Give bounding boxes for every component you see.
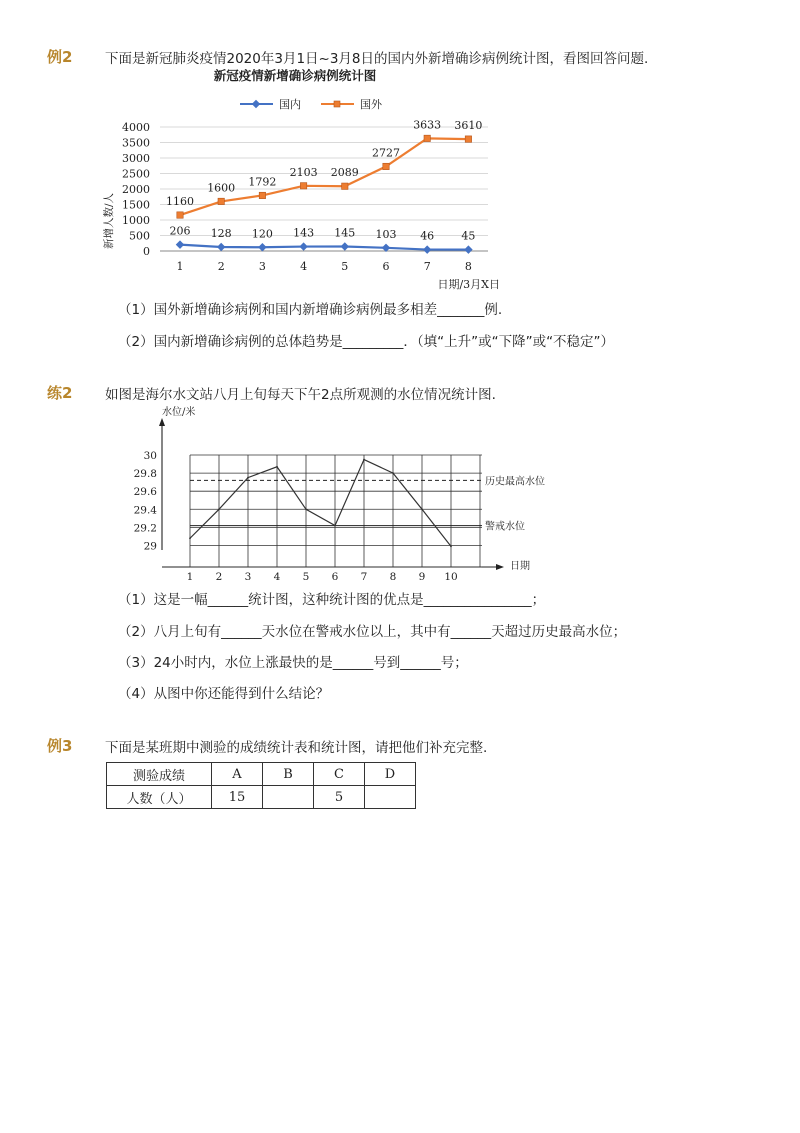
chart2-xtick-label: 5	[302, 571, 310, 583]
chart2-ytick-label: 30	[143, 450, 157, 462]
chart1-point-domestic	[341, 242, 349, 250]
score-table-count-a: 15	[212, 786, 263, 809]
chart1-data-label-foreign: 2727	[372, 146, 400, 160]
chart1-point-foreign	[177, 212, 183, 218]
score-table-grade-a: A	[212, 763, 263, 786]
chart1-data-label-domestic: 128	[210, 227, 232, 241]
chart2-point	[218, 508, 220, 510]
chart1-xtick-label: 3	[258, 260, 266, 273]
chart1-point-domestic	[423, 245, 431, 253]
chart1-data-label-foreign: 3610	[454, 119, 483, 133]
water-level-chart	[133, 402, 590, 584]
chart2-series-line	[190, 460, 451, 547]
chart1-ytick-label: 1000	[122, 214, 150, 227]
chart1-legend	[240, 97, 383, 111]
chart1-point-foreign	[300, 183, 306, 189]
chart1-data-label-foreign: 3633	[413, 118, 442, 132]
score-table-count-d	[365, 786, 416, 809]
chart1-data-label-foreign: 1792	[248, 175, 277, 189]
chart1-xtick-label: 1	[176, 260, 184, 273]
chart1-point-domestic	[258, 243, 266, 251]
chart2-xlabel: 日期	[510, 561, 530, 572]
chart2-xtick-label: 8	[389, 571, 397, 583]
score-table-count-row	[107, 786, 416, 809]
chart2-xtick-label: 2	[215, 571, 223, 583]
chart1-ytick-label: 4000	[122, 121, 150, 134]
chart1-xtick-label: 5	[341, 260, 349, 273]
chart2-xtick-label: 1	[186, 571, 194, 583]
chart1-ylabel: 新增人数/人	[103, 192, 115, 250]
chart1-xtick-label: 7	[423, 260, 431, 273]
chart1-point-foreign	[342, 183, 348, 189]
chart1-point-foreign	[465, 136, 471, 142]
chart1-xlabel: 日期/3月X日	[437, 278, 500, 291]
example3-label: 例3	[47, 737, 73, 755]
chart1-data-label-domestic: 206	[169, 224, 191, 238]
chart2-point	[334, 525, 336, 527]
chart2-ytick-label: 29.2	[133, 522, 157, 535]
chart1-title: 新冠疫情新增确诊病例统计图	[213, 68, 377, 83]
score-table-header-row	[107, 763, 416, 786]
chart2-ylabel: 水位/米	[162, 407, 196, 418]
chart2-x-axis-arrow	[496, 564, 504, 570]
practice2-question-2: （2）八月上旬有______天水位在警戒水位以上，其中有______天超过历史最高水位；	[118, 624, 627, 640]
score-table-row-label: 人数（人）	[107, 786, 212, 809]
chart2-ytick-label: 29	[143, 540, 157, 553]
chart1-data-label-domestic: 120	[251, 227, 273, 241]
chart1-xtick-label: 6	[382, 260, 390, 273]
chart1-ytick-label: 2000	[122, 183, 150, 196]
chart2-ytick-label: 29.6	[133, 486, 157, 499]
chart2-reference-label: 警戒水位	[485, 521, 525, 533]
score-table-count-b	[263, 786, 314, 809]
chart2-ytick-label: 29.4	[133, 504, 157, 517]
score-table-grade-c: C	[314, 763, 365, 786]
example3-intro: 下面是某班期中测验的成绩统计表和统计图，请把他们补充完整.	[105, 740, 488, 756]
chart1-xtick-label: 8	[464, 260, 472, 273]
chart2-xtick-label: 9	[418, 571, 426, 583]
chart1-ytick-label: 0	[143, 245, 150, 258]
chart1-ytick-label: 2500	[122, 167, 150, 181]
chart2-xtick-label: 3	[244, 571, 252, 583]
example2-question-2: （2）国内新增确诊病例的总体趋势是_________．（填“上升”或“下降”或“不稳定”）	[118, 334, 615, 350]
practice2-intro: 如图是海尔水文站八月上旬每天下午2点所观测的水位情况统计图.	[105, 387, 496, 403]
chart2-reference-label: 历史最高水位	[485, 476, 545, 488]
chart2-ytick-label: 29.8	[133, 468, 157, 481]
practice2-question-1: （1）这是一幅______统计图，这种统计图的优点是________________；	[118, 592, 546, 608]
chart2-point	[392, 472, 394, 474]
chart1-data-label-foreign: 2089	[330, 166, 359, 180]
score-table	[106, 762, 416, 809]
chart1-point-domestic	[299, 242, 307, 250]
example2-question-1: （1）国外新增确诊病例和国内新增确诊病例最多相差_______例.	[118, 302, 503, 318]
score-table-grade-b: B	[263, 763, 314, 786]
example2-label: 例2	[47, 48, 73, 66]
chart2-point	[421, 508, 423, 510]
chart2-point	[189, 537, 191, 539]
chart1-data-label-domestic: 103	[375, 227, 397, 241]
chart1-point-domestic	[464, 245, 472, 253]
example2-intro: 下面是新冠肺炎疫情2020年3月1日~3月8日的国内外新增确诊病例统计图，看图回答问题.	[105, 51, 649, 67]
chart1-xtick-label: 4	[300, 260, 308, 273]
chart1-ytick-label: 3000	[122, 152, 150, 165]
covid-line-chart	[95, 64, 515, 300]
chart1-point-foreign	[383, 163, 389, 169]
chart2-xtick-label: 7	[360, 571, 368, 583]
chart2-point	[305, 508, 307, 510]
practice2-question-3: （3）24小时内，水位上涨最快的是______号到______号；	[118, 655, 468, 671]
chart1-legend-foreign-label: 国外	[360, 98, 382, 111]
chart2-point	[247, 477, 249, 479]
chart1-data-label-domestic: 143	[293, 226, 315, 240]
chart1-data-label-foreign: 2103	[289, 165, 318, 179]
chart1-legend-domestic-marker	[252, 100, 260, 108]
chart1-ytick-label: 500	[129, 229, 150, 243]
score-table-count-c: 5	[314, 786, 365, 809]
chart1-point-domestic	[217, 243, 225, 251]
chart1-point-foreign	[259, 192, 265, 198]
chart1-xtick-label: 2	[217, 260, 225, 273]
chart1-point-domestic	[176, 240, 184, 248]
chart1-ytick-label: 1500	[122, 198, 150, 212]
score-table-grade-d: D	[365, 763, 416, 786]
chart1-legend-foreign-marker	[334, 101, 340, 107]
chart1-data-label-domestic: 145	[334, 226, 356, 240]
practice2-question-4: （4）从图中你还能得到什么结论？	[118, 686, 330, 702]
chart2-xtick-label: 4	[273, 571, 281, 583]
chart1-data-label-domestic: 45	[461, 229, 476, 243]
chart1-ytick-label: 3500	[122, 136, 150, 150]
chart2-y-axis-arrow	[159, 418, 165, 426]
practice2-label: 练2	[47, 384, 73, 402]
chart2-point	[450, 545, 452, 547]
chart1-point-foreign	[218, 198, 224, 204]
chart2-point	[363, 459, 365, 461]
chart1-legend-domestic-label: 国内	[279, 98, 301, 111]
chart1-data-label-foreign: 1160	[166, 195, 194, 209]
chart2-point	[276, 466, 278, 468]
chart2-xtick-label: 10	[444, 571, 458, 583]
chart1-point-foreign	[424, 135, 430, 141]
chart1-data-label-domestic: 46	[420, 229, 435, 243]
chart2-xtick-label: 6	[331, 571, 339, 583]
chart1-data-label-foreign: 1600	[207, 181, 236, 195]
score-table-header-label: 测验成绩	[107, 763, 212, 786]
